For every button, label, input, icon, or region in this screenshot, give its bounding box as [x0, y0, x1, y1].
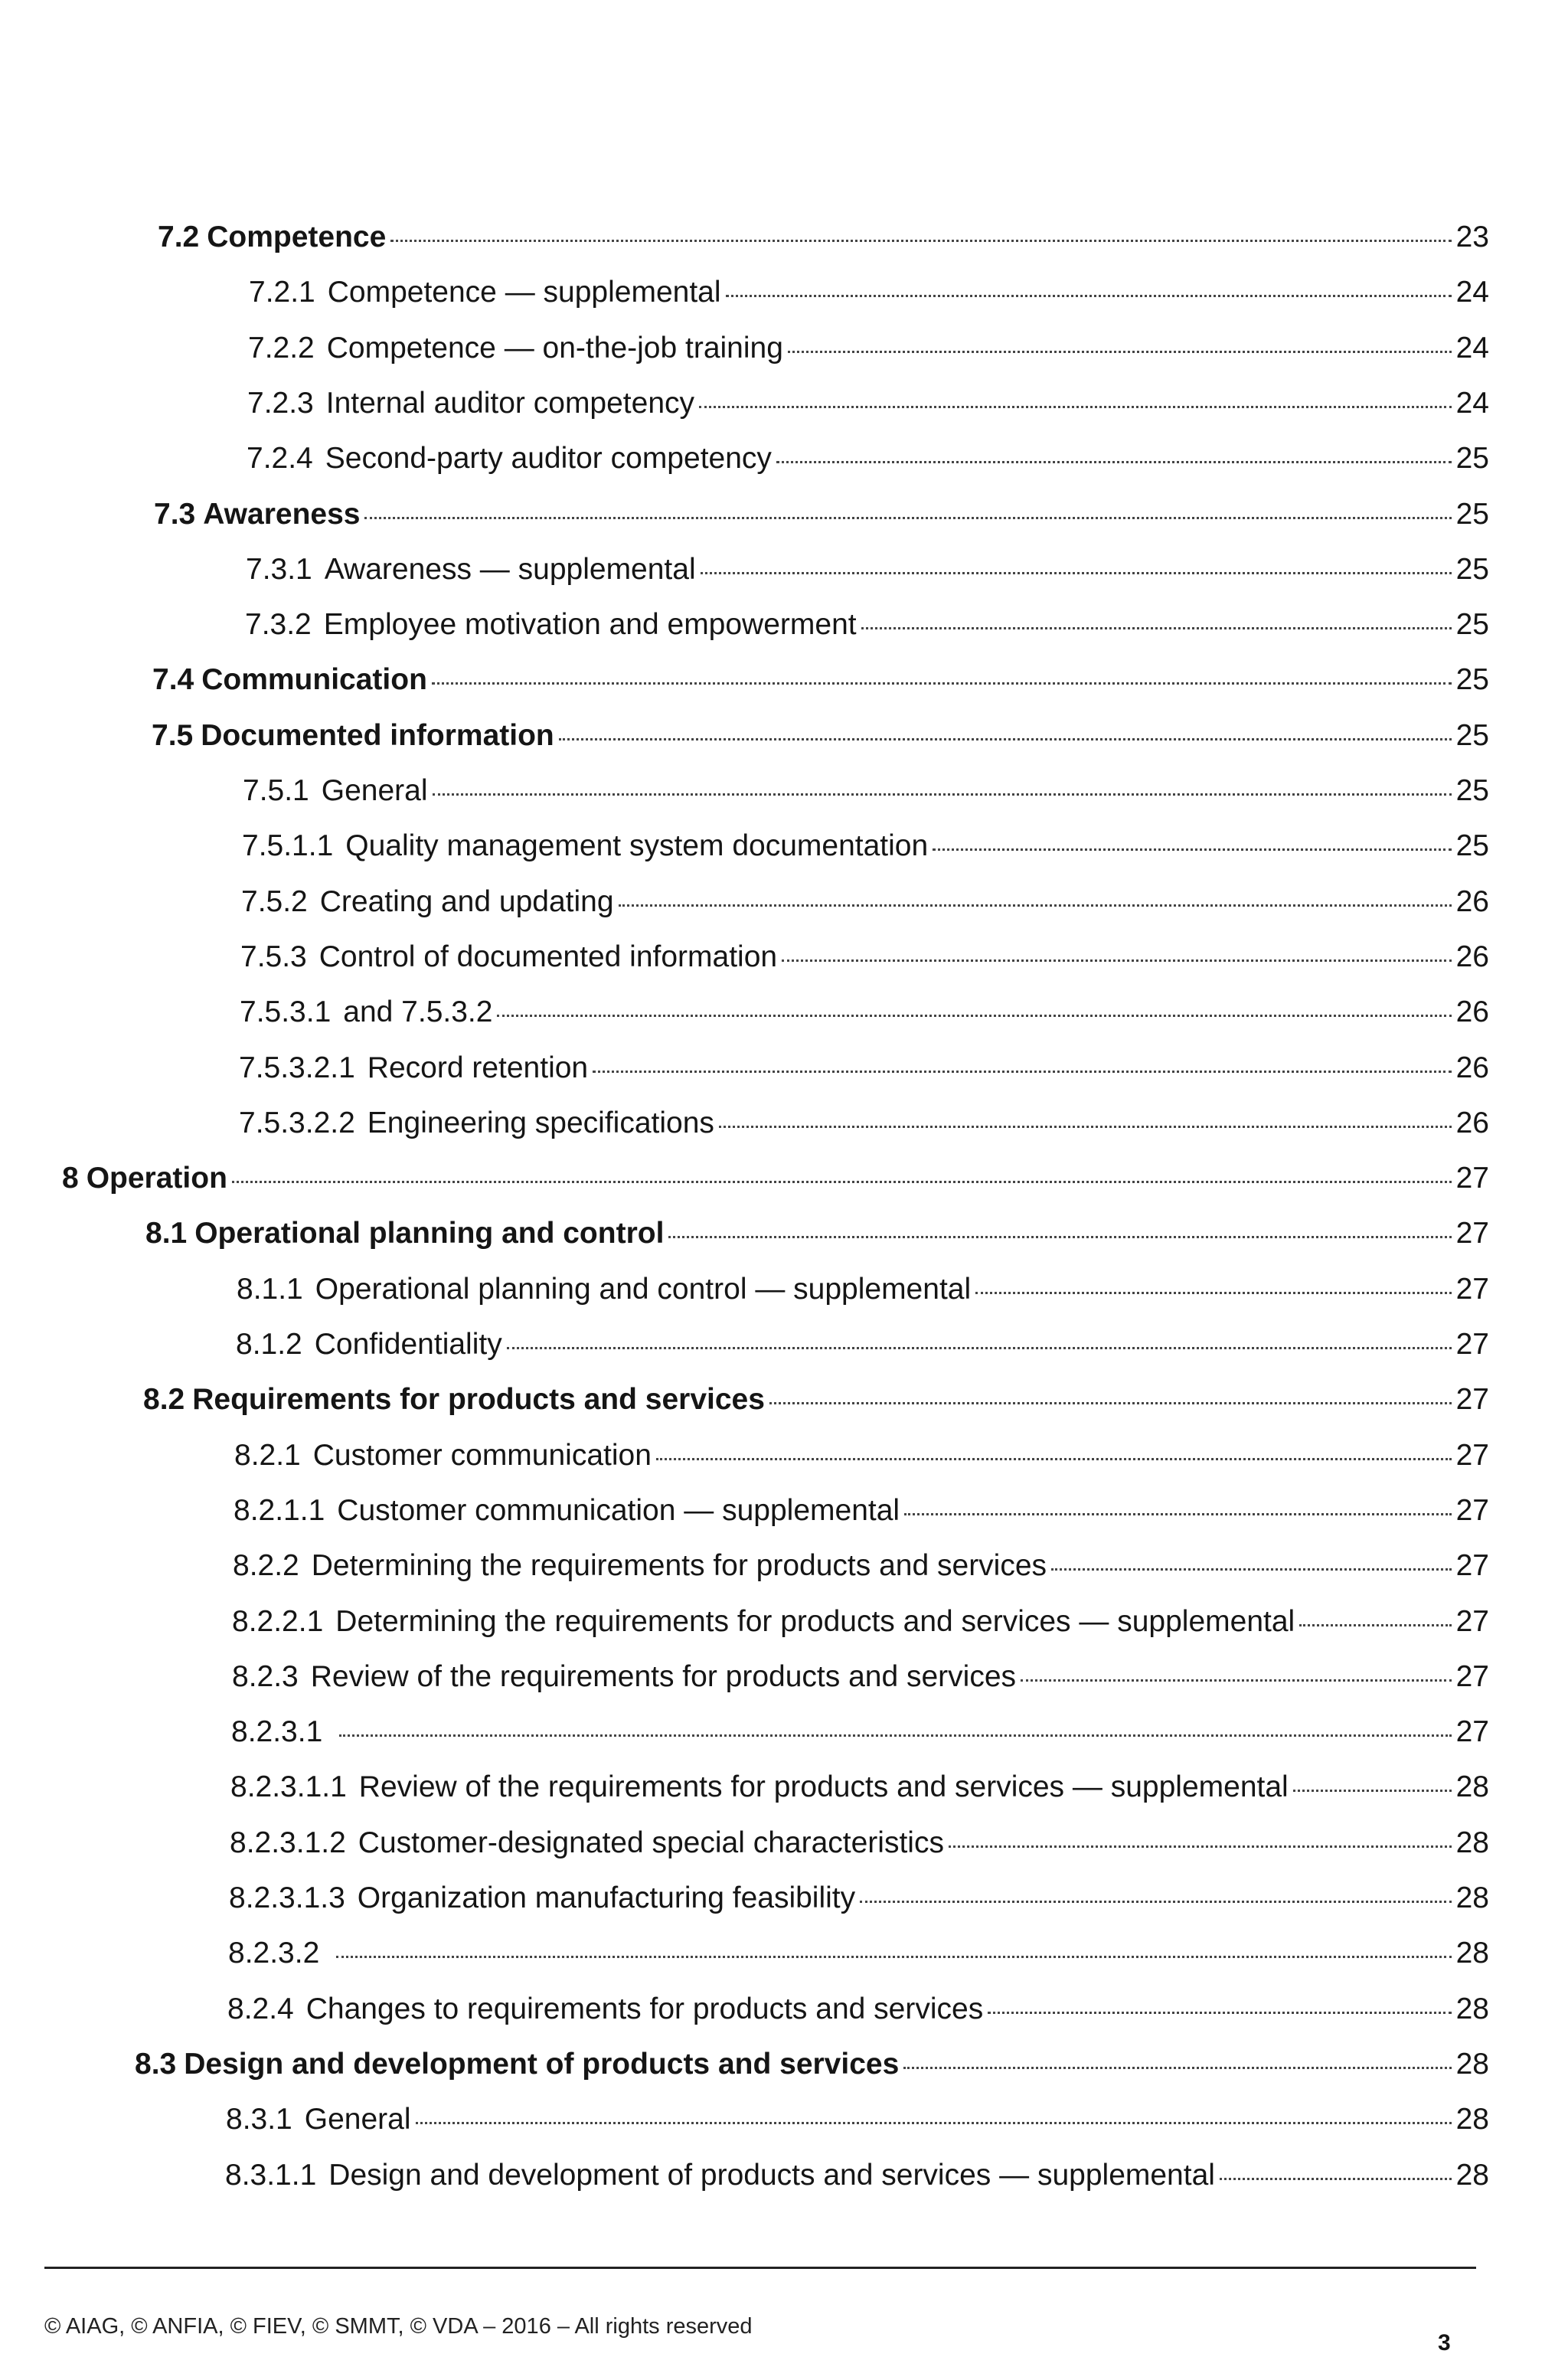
- toc-entry-title: Employee motivation and empowerment: [323, 608, 857, 641]
- toc-entry-page: 27: [1455, 1439, 1489, 1472]
- toc-entry[interactable]: [226, 2101, 1489, 2138]
- toc-entry[interactable]: [239, 1105, 1489, 1142]
- toc-entry[interactable]: [236, 1326, 1489, 1363]
- footer-copyright: © AIAG, © ANFIA, © FIEV, © SMMT, © VDA – 2016 – All rights reserved: [44, 2314, 753, 2339]
- toc-entry-title: Awareness: [203, 498, 361, 531]
- toc-entry-number: 8.3.1: [226, 2103, 292, 2136]
- dot-leader: [497, 1013, 1451, 1017]
- dot-leader: [1299, 1623, 1451, 1626]
- dot-leader: [719, 1124, 1452, 1128]
- toc-entry-title: Internal auditor competency: [325, 387, 695, 420]
- toc-entry-number: 7.5.2: [241, 885, 308, 918]
- toc-entry-title: General: [321, 774, 428, 807]
- toc-entry-page: 28: [1455, 1992, 1489, 2025]
- toc-entry-page: 24: [1455, 387, 1489, 420]
- toc-entry-title: Requirements for products and services: [192, 1383, 765, 1416]
- toc-entry-number: 7.3: [154, 498, 196, 531]
- dot-leader: [788, 349, 1452, 353]
- toc-entry-number: 8.3: [135, 2048, 177, 2081]
- toc-entry-title: Communication: [201, 663, 427, 696]
- toc-entry-page: 28: [1455, 1937, 1489, 1970]
- toc-entry-number: 8.1.2: [236, 1328, 302, 1361]
- footer-divider: [44, 2267, 1476, 2269]
- toc-entry-title: Record retention: [367, 1051, 589, 1084]
- toc-entry[interactable]: [234, 1492, 1489, 1529]
- toc-entry-page: 27: [1455, 1383, 1489, 1416]
- toc-entry-number: 7.5.3.1: [240, 995, 332, 1028]
- toc-entry-number: 8.2.3.2: [228, 1937, 320, 1970]
- dot-leader: [769, 1401, 1452, 1404]
- toc-entry[interactable]: [228, 1935, 1489, 1972]
- dot-leader: [1220, 2176, 1452, 2180]
- toc-entry-title: Operation: [86, 1162, 227, 1195]
- toc-entry-title: Creating and updating: [319, 885, 614, 918]
- dot-leader: [364, 515, 1451, 519]
- toc-entry-page: 27: [1455, 1715, 1489, 1748]
- toc-entry[interactable]: [243, 773, 1489, 809]
- dot-leader: [416, 2120, 1452, 2124]
- toc-entry-number: 7.5.1: [243, 774, 309, 807]
- toc-entry-number: 8.2.1: [234, 1439, 301, 1472]
- dot-leader: [701, 570, 1452, 574]
- toc-entry-number: 8.1: [145, 1217, 188, 1250]
- toc-entry-number: 7.5.3.2.2: [239, 1107, 355, 1139]
- toc-entry-page: 27: [1455, 1494, 1489, 1527]
- page-number: 3: [1438, 2330, 1451, 2355]
- toc-entry-number: 8.2.3.1: [231, 1715, 323, 1748]
- toc-entry-page: 25: [1455, 829, 1489, 862]
- dot-leader: [726, 293, 1452, 297]
- toc-entry-number: 8: [62, 1162, 79, 1195]
- dot-leader: [782, 958, 1452, 962]
- toc-entry-page: 26: [1455, 940, 1489, 973]
- dot-leader: [668, 1234, 1451, 1238]
- toc-entry-page: 27: [1455, 1549, 1489, 1582]
- dot-leader: [861, 626, 1452, 629]
- toc-entry-title: Review of the requirements for products and services — supplemental: [358, 1770, 1289, 1803]
- toc-entry[interactable]: [231, 1714, 1489, 1751]
- toc-entry-number: 7.2.2: [248, 332, 315, 365]
- toc-entry-title: Review of the requirements for products and services: [310, 1660, 1017, 1693]
- toc-entry-number: 7.5.3: [240, 940, 307, 973]
- dot-leader: [1293, 1788, 1452, 1792]
- toc-entry-number: 8.1.1: [237, 1273, 303, 1306]
- toc-entry-page: 24: [1455, 332, 1489, 365]
- toc-entry[interactable]: [62, 1160, 1489, 1197]
- toc-entry-number: 8.2: [143, 1383, 185, 1416]
- toc-entry[interactable]: [240, 994, 1489, 1031]
- toc-entry-page: 28: [1455, 2159, 1489, 2192]
- dot-leader: [593, 1069, 1451, 1073]
- toc-entry[interactable]: [248, 330, 1489, 367]
- toc-entry-number: 8.2.3.1.3: [229, 1881, 345, 1914]
- toc-entry-page: 25: [1455, 442, 1489, 475]
- dot-leader: [432, 681, 1452, 685]
- dot-leader: [933, 847, 1451, 851]
- toc-entry-number: 7.3.1: [246, 553, 312, 586]
- toc-entry-page: 26: [1455, 1051, 1489, 1084]
- toc-entry-page: 24: [1455, 276, 1489, 309]
- toc-entry[interactable]: [233, 1548, 1489, 1584]
- dot-leader: [1021, 1678, 1452, 1682]
- toc-entry-page: 26: [1455, 995, 1489, 1028]
- dot-leader: [776, 459, 1452, 463]
- toc-entry[interactable]: [152, 718, 1489, 754]
- toc-entry-page: 27: [1455, 1605, 1489, 1638]
- toc-entry-title: and 7.5.3.2: [343, 995, 493, 1028]
- toc-entry-number: 8.2.2: [233, 1549, 299, 1582]
- toc-entry[interactable]: [232, 1603, 1489, 1640]
- toc-entry-page: 26: [1455, 1107, 1489, 1139]
- toc-entry-title: Operational planning and control: [194, 1217, 665, 1250]
- toc-entry[interactable]: [230, 1769, 1489, 1806]
- toc-entry-number: 7.2: [158, 221, 200, 253]
- toc-entry[interactable]: [242, 828, 1489, 865]
- toc-entry[interactable]: [225, 2157, 1489, 2194]
- toc-entry-page: 27: [1455, 1217, 1489, 1250]
- toc-entry-title: Design and development of products and services: [184, 2048, 900, 2081]
- dot-leader: [903, 2065, 1451, 2069]
- toc-entry-title: Confidentiality: [314, 1328, 502, 1361]
- toc-entry[interactable]: [245, 606, 1489, 643]
- toc-entry-number: 8.2.2.1: [232, 1605, 324, 1638]
- dot-leader: [949, 1844, 1452, 1848]
- dot-leader: [559, 737, 1452, 740]
- toc-entry[interactable]: [152, 662, 1489, 698]
- toc-entry-page: 23: [1455, 221, 1489, 253]
- toc-entry-number: 8.2.3.1.1: [230, 1770, 347, 1803]
- toc-entry-number: 8.2.4: [227, 1992, 294, 2025]
- toc-entry-page: 27: [1455, 1162, 1489, 1195]
- toc-entry-page: 28: [1455, 1770, 1489, 1803]
- dot-leader: [699, 404, 1452, 408]
- toc-entry-page: 25: [1455, 553, 1489, 586]
- toc-entry-number: 7.4: [152, 663, 194, 696]
- toc-entry-title: Documented information: [201, 719, 554, 752]
- toc-entry-title: Design and development of products and services — supplemental: [328, 2159, 1215, 2192]
- toc-entry-page: 28: [1455, 1826, 1489, 1859]
- toc-entry-title: Competence — supplemental: [327, 276, 721, 309]
- toc-entry-number: 7.5.3.2.1: [239, 1051, 355, 1084]
- toc-entry[interactable]: [247, 385, 1489, 422]
- toc-entry-number: 7.5: [152, 719, 194, 752]
- toc-entry-page: 27: [1455, 1328, 1489, 1361]
- toc-entry[interactable]: [234, 1437, 1489, 1474]
- toc-entry[interactable]: [230, 1825, 1489, 1862]
- toc-entry-title: Awareness — supplemental: [324, 553, 696, 586]
- toc-entry-number: 8.2.3: [232, 1660, 299, 1693]
- toc-entry-title: Engineering specifications: [367, 1107, 714, 1139]
- toc-entry[interactable]: [154, 496, 1489, 533]
- toc-entry-title: Operational planning and control — supplemental: [315, 1273, 972, 1306]
- toc-entry-title: Customer communication: [312, 1439, 652, 1472]
- dot-leader: [232, 1179, 1452, 1183]
- toc-entry[interactable]: [241, 884, 1489, 920]
- toc-entry-page: 25: [1455, 498, 1489, 531]
- toc-entry[interactable]: [239, 1050, 1489, 1087]
- toc-entry[interactable]: [145, 1215, 1489, 1252]
- dot-leader: [1051, 1567, 1452, 1571]
- toc-entry-title: Second-party auditor competency: [325, 442, 772, 475]
- toc-entry-title: Customer-designated special characteristics: [358, 1826, 944, 1859]
- toc-entry-title: Determining the requirements for products and services — supplemental: [335, 1605, 1295, 1638]
- toc-entry-title: Quality management system documentation: [345, 829, 929, 862]
- toc-entry-page: 25: [1455, 663, 1489, 696]
- toc-entry-number: 7.5.1.1: [242, 829, 334, 862]
- toc-entry[interactable]: [143, 1381, 1489, 1418]
- toc-entry-page: 28: [1455, 1881, 1489, 1914]
- toc-entry-number: 7.2.4: [247, 442, 313, 475]
- dot-leader: [339, 1733, 1451, 1737]
- dot-leader: [860, 1899, 1451, 1903]
- toc-entry-number: 7.2.1: [249, 276, 315, 309]
- toc-entry-page: 27: [1455, 1660, 1489, 1693]
- toc-entry-number: 7.3.2: [245, 608, 312, 641]
- dot-leader: [988, 2010, 1451, 2014]
- toc-entry[interactable]: [237, 1271, 1489, 1308]
- dot-leader: [390, 238, 1451, 242]
- dot-leader: [619, 903, 1452, 907]
- toc-entry-title: Customer communication — supplemental: [337, 1494, 900, 1527]
- toc-entry[interactable]: [249, 274, 1489, 311]
- toc-entry[interactable]: [229, 1880, 1489, 1917]
- toc-entry-number: 7.2.3: [247, 387, 314, 420]
- toc-entry-page: 25: [1455, 719, 1489, 752]
- toc-entry-page: 28: [1455, 2048, 1489, 2081]
- toc-entry-number: 8.3.1.1: [225, 2159, 317, 2192]
- toc-entry[interactable]: [232, 1659, 1489, 1695]
- toc-entry[interactable]: [227, 1991, 1489, 2028]
- dot-leader: [433, 792, 1452, 796]
- toc-entry-number: 8.2.1.1: [234, 1494, 325, 1527]
- dot-leader: [507, 1345, 1452, 1349]
- toc-entry-title: Changes to requirements for products and services: [305, 1992, 984, 2025]
- toc-entry-page: 27: [1455, 1273, 1489, 1306]
- toc-entry-page: 26: [1455, 885, 1489, 918]
- toc-entry-title: Competence — on-the-job training: [326, 332, 783, 365]
- toc-entry[interactable]: [246, 551, 1489, 588]
- toc-entry[interactable]: [247, 440, 1489, 477]
- dot-leader: [336, 1954, 1451, 1958]
- toc-entry[interactable]: [135, 2046, 1489, 2083]
- toc-entry-number: 8.2.3.1.2: [230, 1826, 346, 1859]
- toc-entry[interactable]: [158, 219, 1489, 256]
- toc-entry[interactable]: [240, 939, 1489, 976]
- dot-leader: [975, 1290, 1451, 1294]
- toc-entry-title: Competence: [207, 221, 387, 253]
- toc-entry-title: Control of documented information: [318, 940, 778, 973]
- toc-entry-page: 25: [1455, 608, 1489, 641]
- dot-leader: [904, 1512, 1452, 1515]
- toc-entry-page: 28: [1455, 2103, 1489, 2136]
- dot-leader: [656, 1456, 1452, 1460]
- toc-entry-title: Determining the requirements for products and services: [311, 1549, 1047, 1582]
- toc-entry-title: General: [304, 2103, 411, 2136]
- toc-entry-page: 25: [1455, 774, 1489, 807]
- toc-entry-title: Organization manufacturing feasibility: [357, 1881, 856, 1914]
